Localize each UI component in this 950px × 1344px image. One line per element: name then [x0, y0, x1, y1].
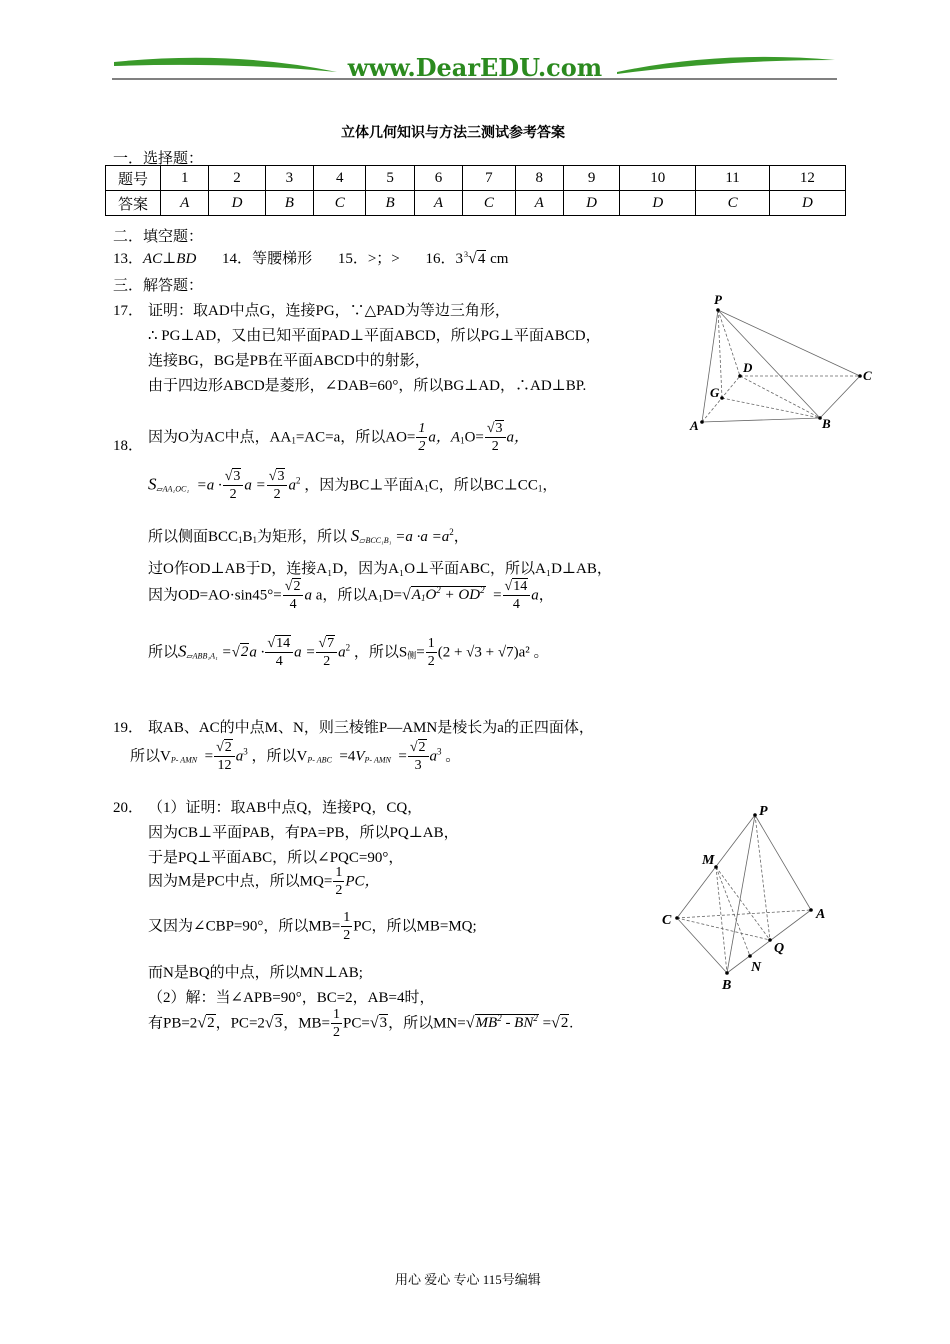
table-cell: 10	[620, 166, 696, 191]
label-P: P	[714, 292, 722, 307]
p20-l8b: ，PC=2	[215, 1015, 265, 1032]
p20-l8g: .	[569, 1015, 574, 1032]
p20-line7: （2）解：当∠APB=90°，BC=2，AB=4时，	[148, 990, 435, 1006]
p18-l5d: ，	[538, 587, 554, 604]
question-number-row	[106, 166, 846, 191]
p20-line5: 又因为∠CBP=90°，所以MB= $\frac{1}{2}$ PC，所以MB=MQ;	[148, 910, 477, 943]
p18-l6b: ，所以S	[353, 644, 408, 661]
label-A: A	[690, 418, 699, 433]
p20-l8c: ，MB=	[283, 1015, 330, 1032]
answer-table	[105, 165, 846, 216]
table-cell: 1	[161, 166, 209, 191]
table-cell: A	[161, 191, 209, 216]
header-logo	[112, 48, 837, 88]
label-B: B	[822, 416, 831, 431]
q14-answer: 等腰梯形	[252, 251, 313, 267]
table-cell: 5	[366, 166, 414, 191]
table-cell: B	[265, 191, 313, 216]
section3-heading: 三．解答题：	[113, 278, 204, 294]
label-N: N	[751, 960, 762, 975]
table-cell: D	[620, 191, 696, 216]
label-G: G	[710, 385, 720, 400]
p17-line4: 由于四边形ABCD是菱形，∠DAB=60°，所以BG⊥AD，∴AD⊥BP.	[148, 378, 587, 394]
p18-l5c: D=	[382, 587, 402, 604]
page-footer: 用心 爱心 专心 115号编辑	[395, 1272, 541, 1287]
table-cell: D	[209, 191, 265, 216]
p20-tetrahedron-figure	[655, 798, 845, 998]
p20-l5b: PC，所以MB=MQ;	[353, 918, 477, 935]
p19-number: 19．	[113, 720, 144, 736]
table-cell: 9	[563, 166, 619, 191]
p18-line4: 过O作OD⊥AB于D，连接A₁D，因为A₁O⊥平面ABC，所以A₁D⊥AB，	[148, 561, 612, 577]
p20-number: 20．	[113, 800, 144, 816]
p18-l6a: 所以	[148, 644, 179, 661]
q16-root-index: 3	[464, 250, 469, 259]
table-cell: B	[366, 191, 414, 216]
q16-number: 16．	[425, 251, 456, 267]
p18-l1a: 因为O为AC中点，AA	[148, 429, 292, 446]
p18-l5b: a，所以A	[315, 587, 379, 604]
table-cell: C	[696, 191, 769, 216]
table-cell: 4	[314, 166, 366, 191]
p20-line3: 于是PQ⊥平面ABC，所以∠PQC=90°，	[148, 850, 404, 866]
logo-text: www.DearEDU.com	[347, 53, 603, 82]
p20-l8e: ，所以MN=	[388, 1015, 466, 1032]
row-label: 答案	[106, 191, 161, 216]
section2-heading: 二．填空题：	[113, 229, 204, 245]
q16-coef: 3	[455, 251, 464, 267]
fill-in-answers: 13．AC⊥BD 14．等腰梯形 15．>；> 16．$3^3√4$ cm	[113, 250, 509, 267]
page-title: 立体几何知识与方法三测试参考答案	[341, 125, 565, 141]
table-cell: 3	[265, 166, 313, 191]
table-cell: 7	[463, 166, 515, 191]
p20-l4a: 因为M是PC中点，所以MQ=	[148, 873, 333, 890]
p19-l2b: ，所以V	[251, 748, 308, 765]
p17-pyramid-figure	[680, 290, 880, 440]
q14-number: 14．	[222, 251, 253, 267]
p19-l2c: 。	[445, 748, 461, 765]
p20-l8f: =	[542, 1015, 552, 1032]
p18-l1c: a，A	[428, 429, 461, 446]
p18-number: 18．	[113, 438, 144, 454]
table-cell: C	[314, 191, 366, 216]
p18-line1: 因为O为AC中点，$AA_1=AC=a$，所以AO= $\frac{1}{2}$ a，$A_1O=$ $\frac{√3}{2}$ a，	[148, 421, 530, 454]
p20-line4: 因为M是PC中点，所以MQ= $\frac{1}{2}$ PC，	[148, 865, 380, 898]
table-cell: 8	[515, 166, 563, 191]
table-cell: C	[463, 191, 515, 216]
p18-l1e: a，	[506, 429, 530, 446]
p18-line2: $S_{▱AA_1OC_1} =a$ · $\frac{√3}{2}$ a = $\frac{√3}{2}$ $a^2$ ，因为BC⊥平面$A_1C$，所以$BC\perp CC_1$，	[148, 469, 558, 502]
table-cell: 6	[414, 166, 462, 191]
p18-l1d: O=	[464, 429, 484, 446]
table-cell: D	[769, 191, 845, 216]
label-P: P	[759, 804, 768, 819]
p18-l1b: =AC=a，所以AO=	[295, 429, 416, 446]
p20-line8: 有PB=2√2，PC=2√3，MB= $\frac{1}{2}$ PC=√3，所以$MN=√MB^2 - BN^2 =√2$.	[148, 1007, 574, 1040]
q15-number: 15．	[337, 251, 368, 267]
p19-l2a: 所以V	[130, 748, 171, 765]
section1-heading: 一．选择题：	[113, 151, 204, 167]
p18-l6c: 侧	[407, 650, 417, 661]
p17-line1: 证明：取AD中点G，连接PG，∵△PAD为等边三角形，	[148, 303, 510, 319]
p18-l2b: C，所以BC⊥CC	[428, 477, 538, 494]
p20-line1: （1）证明：取AB中点Q，连接PQ，CQ，	[148, 800, 423, 816]
p18-l3b: B	[242, 529, 253, 545]
p18-l6d: =	[416, 644, 425, 661]
q16-unit: cm	[490, 251, 509, 267]
p17-line2: ∴ PG⊥AD，又由已知平面PAD⊥平面ABCD，所以PG⊥平面ABCD，	[148, 328, 601, 344]
p18-l2c: ，	[542, 477, 558, 494]
table-cell: D	[563, 191, 619, 216]
table-cell: 11	[696, 166, 769, 191]
table-cell: 12	[769, 166, 845, 191]
label-C: C	[863, 368, 872, 383]
row-label: 题号	[106, 166, 161, 191]
p19-line2: 所以$V_{P- AMN}$ = $\frac{√2}{12}$ $a^3$ ，所以$V_{P- ABC} =4V_{P- AMN}$ = $\frac{√2}{3}$ $a^3$ 。	[130, 740, 461, 773]
p18-l5a: 因为OD=AO·sin45°=	[148, 587, 282, 604]
p20-l5a: 又因为∠CBP=90°，所以MB=	[148, 918, 341, 935]
p20-l8d: PC=	[343, 1015, 370, 1032]
p19-line1: 取AB、AC的中点M、N，则三棱锥P—AMN是棱长为a的正四面体，	[148, 720, 594, 736]
p17-line3: 连接BG，BG是PB在平面ABCD中的射影，	[148, 353, 430, 369]
p18-l2a: ，因为BC⊥平面A	[304, 477, 425, 494]
q13-answer: AC⊥BD	[143, 251, 197, 267]
p18-l3a: 所以侧面BCC	[148, 529, 239, 545]
table-cell: A	[414, 191, 462, 216]
label-Q: Q	[774, 941, 785, 956]
table-cell: 2	[209, 166, 265, 191]
p18-line3: 所以侧面$BCC_1B_1$为矩形，所以 $S_{▱BCC_1B_1} =a \cdot a =a^2$，	[148, 526, 469, 545]
table-cell: A	[515, 191, 563, 216]
p20-l8a: 有PB=2	[148, 1015, 198, 1032]
p18-l6e: (2 + √3 + √7)a² 。	[437, 644, 549, 661]
q16-radicand: 4	[477, 251, 486, 267]
label-A: A	[816, 907, 826, 922]
p18-line5: 因为OD=AO·sin45°= $\frac{√2}{4}$ a a，所以$A_1D=√A_1O^2 + OD^2$ = $\frac{√14}{4}$ a，	[148, 579, 554, 612]
label-M: M	[702, 853, 715, 868]
p20-line6: 而N是BQ的中点，所以MN⊥AB;	[148, 965, 363, 981]
label-C: C	[662, 913, 672, 928]
p17-number: 17．	[113, 303, 144, 319]
q13-number: 13．	[113, 251, 144, 267]
p18-line6: 所以$S_{▱ABB_1A_1} =√2a$ · $\frac{√14}{4}$ a = $\frac{√7}{2}$ $a^2$ ，所以$S_侧=$ $\frac{1}{2}$ (2 + √3 + √7)a² 。	[148, 636, 549, 669]
label-B: B	[722, 978, 732, 993]
p20-l4b: PC，	[345, 873, 380, 890]
p20-line2: 因为CB⊥平面PAB，有PA=PB，所以PQ⊥AB，	[148, 825, 459, 841]
answer-row	[106, 191, 846, 216]
q15-answer: >；>	[367, 251, 400, 267]
p18-l3c: 为矩形，所以	[257, 529, 348, 545]
label-D: D	[743, 360, 753, 375]
